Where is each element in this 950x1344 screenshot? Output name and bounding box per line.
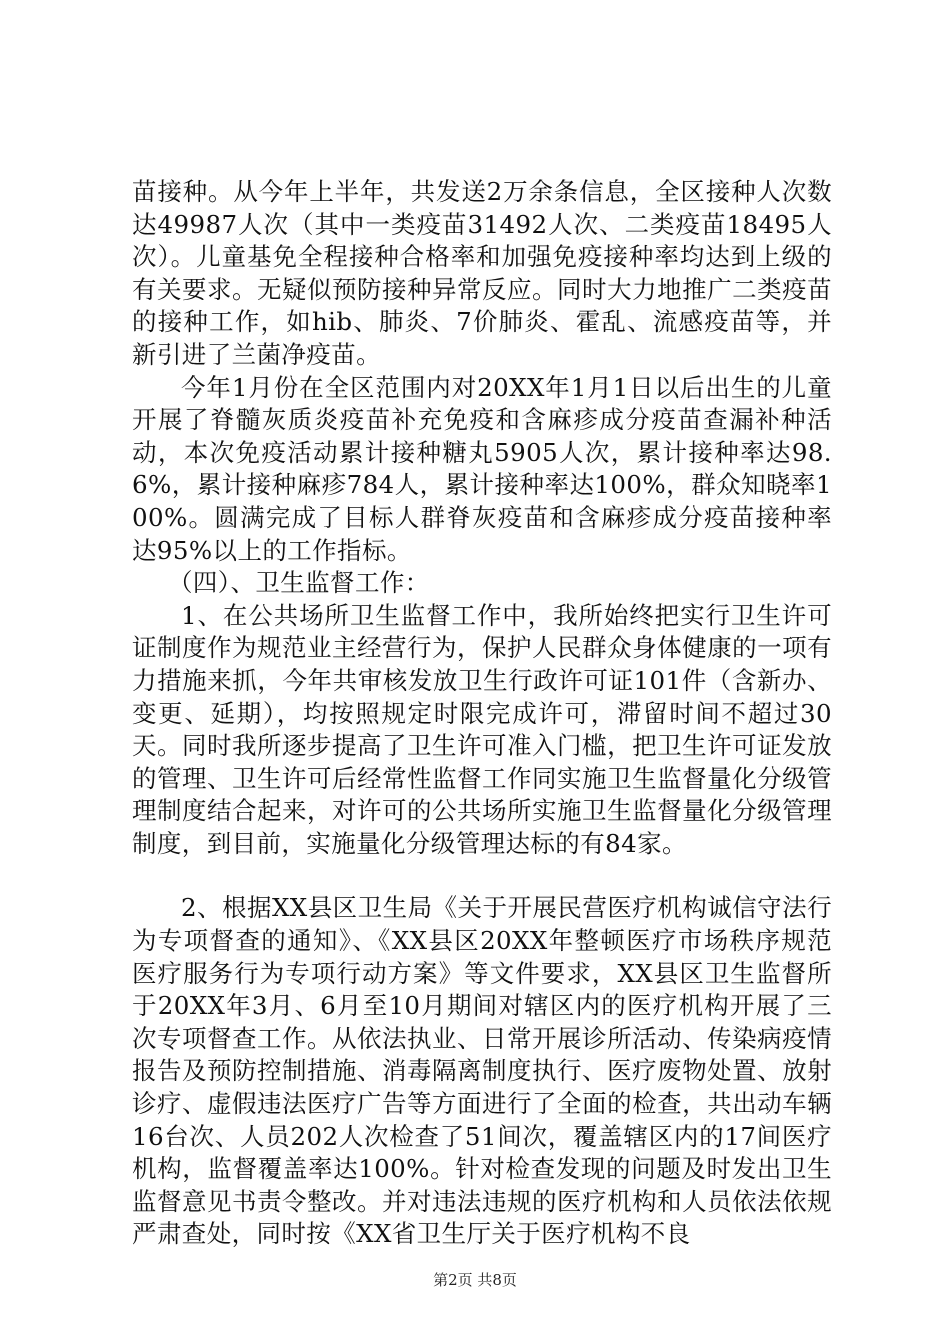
paragraph-vaccination-summary: 苗接种。从今年上半年，共发送2万余条信息，全区接种人次数达49987人次（其中一类疫苗31492人次、二类疫苗18495人次）。儿童基免全程接种合格率和加强免疫接种率均达到上级的有关要求。无疑似预防接种异常反应。同时大力地推广二类疫苗的接种工作，如hib、肺炎、7价肺炎、霍乱、流感疫苗等，并新引进了兰菌净疫苗。 xyxy=(132,177,832,369)
paragraph-polio-measles-campaign: 今年1月份在全区范围内对20XX年1月1日以后出生的儿童开展了脊髓灰质炎疫苗补充免疫和含麻疹成分疫苗查漏补种活动，本次免疫活动累计接种糖丸5905人次，累计接种率达98.6%，累计接种麻疹784人，累计接种率达100%，群众知晓率100%。圆满完成了目标人群脊灰疫苗和含麻疹成分疫苗接种率达95%以上的工作指标。 xyxy=(132,372,832,565)
paragraph-medical-institution-inspection: 2、根据XX县区卫生局《关于开展民营医疗机构诚信守法行为专项督查的通知》、《XX县区20XX年整顿医疗市场秩序规范医疗服务行为专项行动方案》等文件要求，XX县区卫生监督所于20XX年3月、6月至10月期间对辖区内的医疗机构开展了三次专项督查工作。从依法执业、日常开展诊所活动、传染病疫情报告及预防控制措施、消毒隔离制度执行、医疗废物处置、放射诊疗、虚假违法医疗广告等方面进行了全面的检查，共出动车辆16台次、人员202人次检查了51间次，覆盖辖区内的17间医疗机构，监督覆盖率达100%。针对检查发现的问题及时发出卫生监督意见书责令整改。并对违法违规的医疗机构和人员依法依规严肃查处，同时按《XX省卫生厅关于医疗机构不良 xyxy=(132,893,832,1249)
section-heading-health-supervision: （四）、卫生监督工作： xyxy=(168,568,430,598)
paragraph-public-place-supervision: 1、在公共场所卫生监督工作中，我所始终把实行卫生许可证制度作为规范业主经营行为，保护人民群众身体健康的一项有力措施来抓，今年共审核发放卫生行政许可证101件（含新办、变更、延期），均按照规定时限完成许可，滞留时间不超过30天。同时我所逐步提高了卫生许可准入门槛，把卫生许可证发放的管理、卫生许可后经常性监督工作同实施卫生监督量化分级管理制度结合起来，对许可的公共场所实施卫生监督量化分级管理制度，到目前，实施量化分级管理达标的有84家。 xyxy=(132,600,832,858)
page-number-footer: 第2页 共8页 xyxy=(433,1271,517,1289)
paragraph-spacer xyxy=(132,860,832,892)
document-body xyxy=(132,176,832,1251)
